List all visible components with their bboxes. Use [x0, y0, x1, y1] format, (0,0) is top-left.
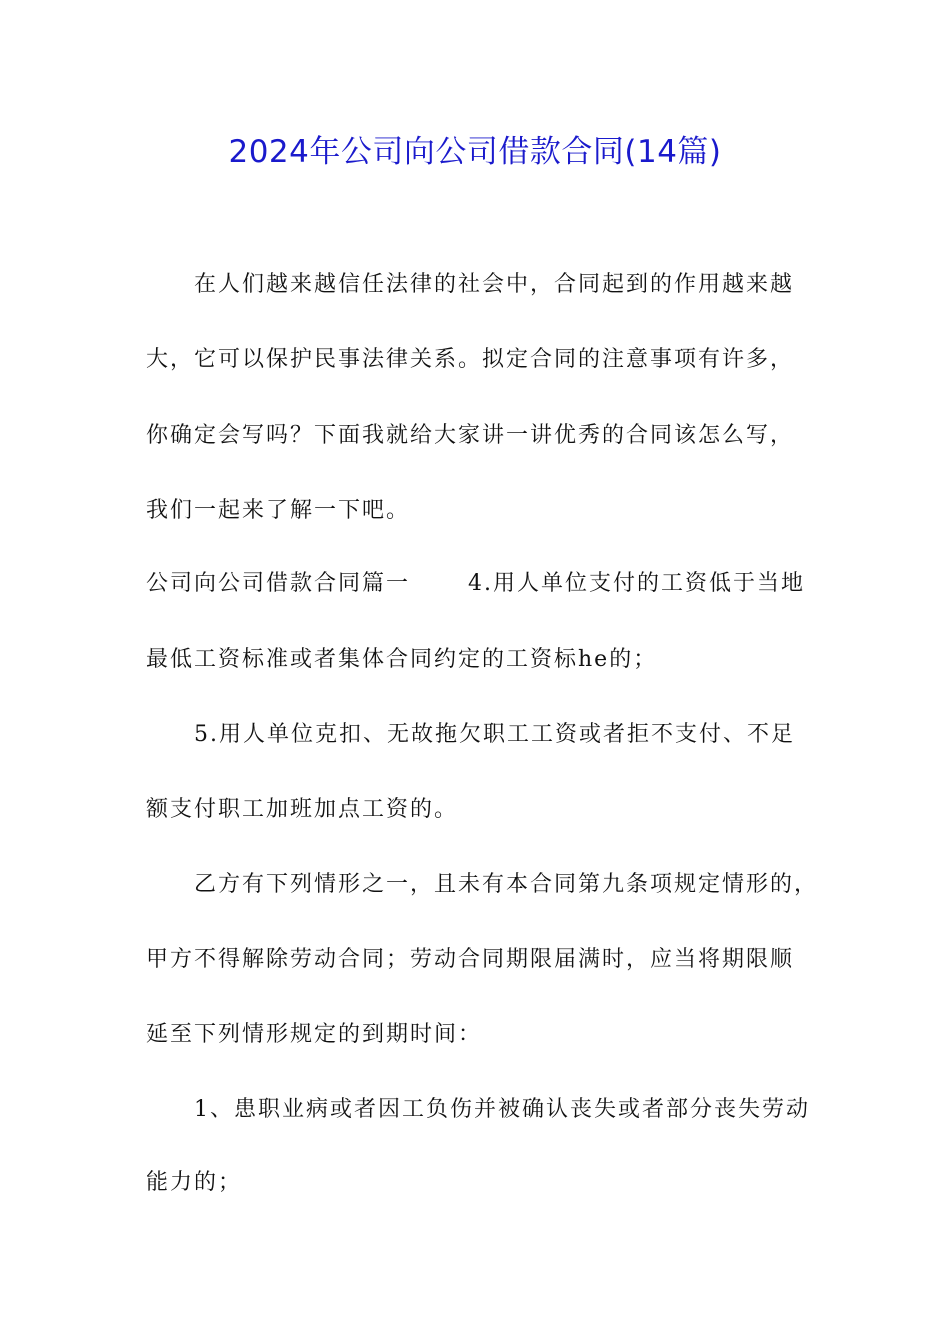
paragraph-line: 延至下列情形规定的到期时间：: [146, 1022, 483, 1047]
paragraph-line: 1、患职业病或者因工负伤并被确认丧失或者部分丧失劳动: [194, 1097, 810, 1122]
section-heading: 公司向公司借款合同篇一: [146, 571, 411, 596]
paragraph-line: 能力的；: [146, 1170, 243, 1195]
paragraph-line: 在人们越来越信任法律的社会中，合同起到的作用越来越: [194, 272, 795, 297]
paragraph-line: 你确定会写吗？下面我就给大家讲一讲优秀的合同该怎么写，: [146, 423, 795, 448]
paragraph-line: 乙方有下列情形之一，且未有本合同第九条项规定情形的，: [194, 872, 819, 897]
document-title: 2024年公司向公司借款合同(14篇): [228, 134, 722, 170]
paragraph-line: 最低工资标准或者集体合同约定的工资标he的；: [146, 647, 658, 672]
paragraph-line: 我们一起来了解一下吧。: [146, 498, 411, 523]
section-first-text: 4.用人单位支付的工资低于当地: [468, 571, 806, 596]
section-line: [146, 569, 826, 599]
paragraph-line: 大，它可以保护民事法律关系。拟定合同的注意事项有许多，: [146, 347, 795, 372]
paragraph-line: 甲方不得解除劳动合同；劳动合同期限届满时，应当将期限顺: [146, 947, 795, 972]
paragraph-line: 额支付职工加班加点工资的。: [146, 797, 459, 822]
paragraph-line: 5.用人单位克扣、无故拖欠职工工资或者拒不支付、不足: [194, 722, 795, 747]
